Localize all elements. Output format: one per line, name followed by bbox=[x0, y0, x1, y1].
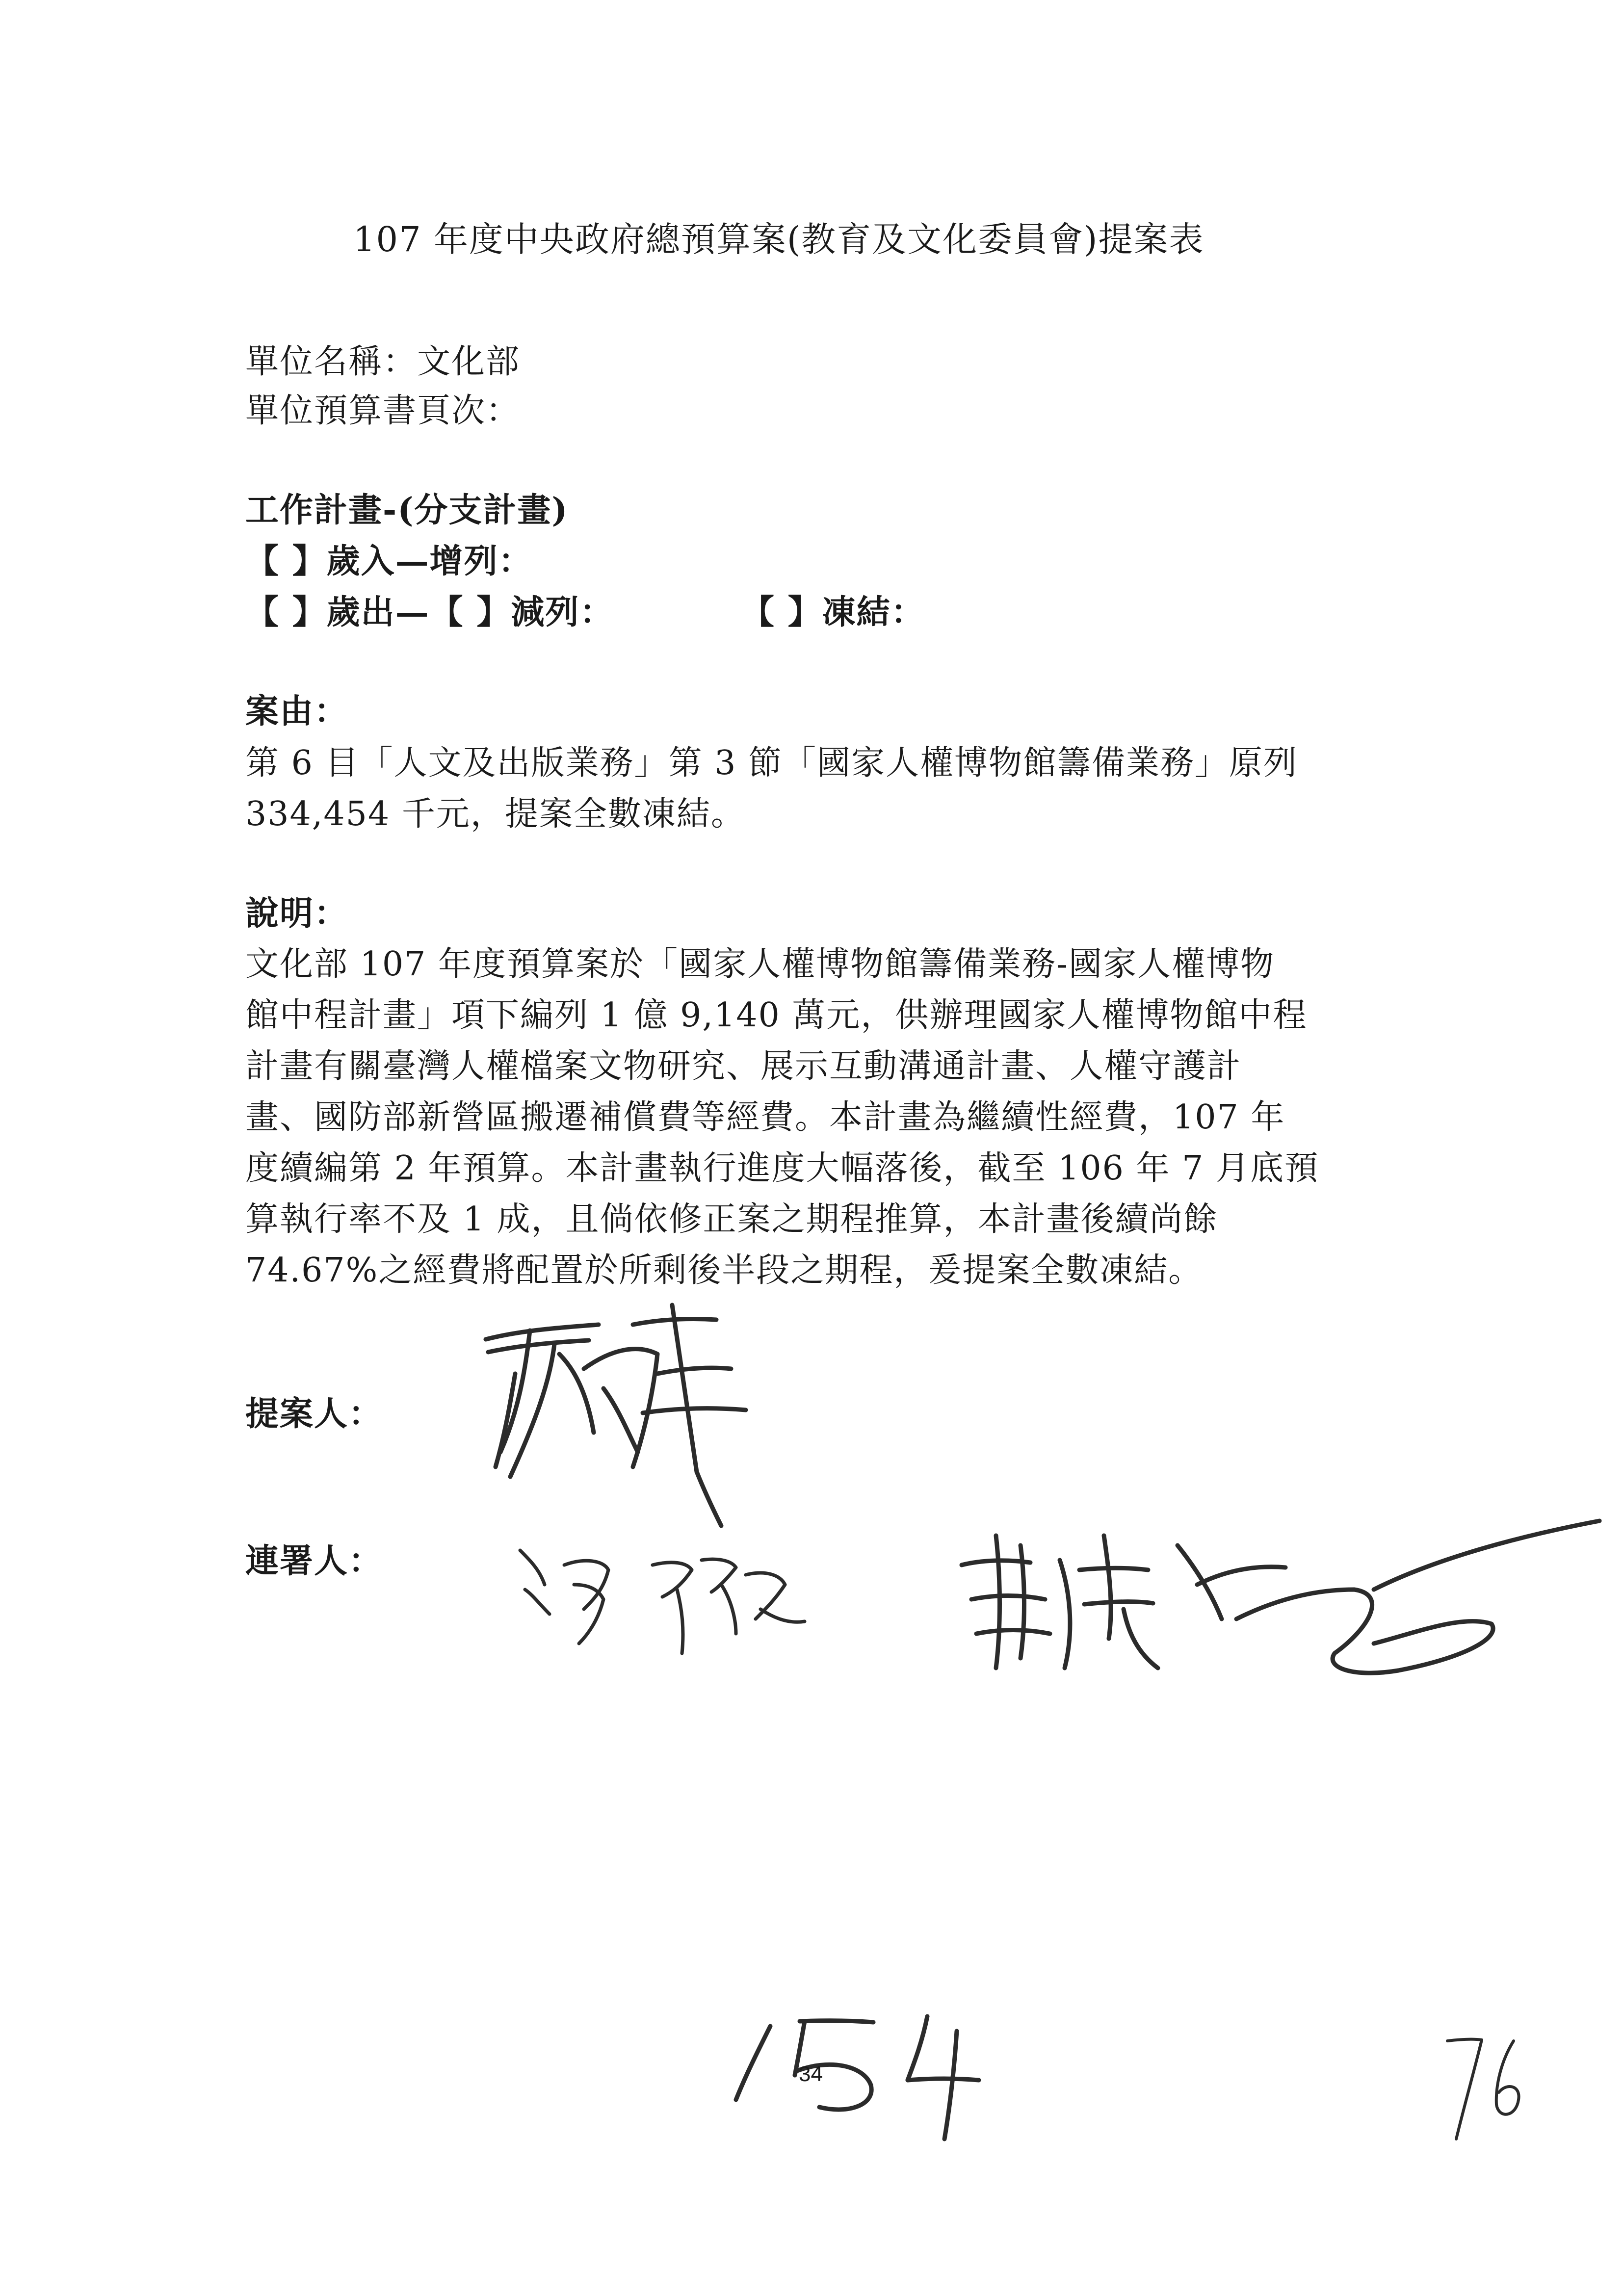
explanation-line: 度續編第 2 年預算。本計畫執行進度大幅落後，截至 106 年 7 月底預 bbox=[245, 1149, 1319, 1188]
work-plan-line: 工作計畫-(分支計畫) bbox=[245, 491, 569, 530]
explanation-line: 文化部 107 年度預算案於「國家人權博物館籌備業務-國家人權博物 bbox=[245, 945, 1275, 984]
handwritten-corner-number bbox=[1447, 2039, 1519, 2139]
explanation-line: 算執行率不及 1 成，且倘依修正案之期程推算，本計畫後續尚餘 bbox=[245, 1200, 1218, 1239]
explanation-line: 館中程計畫」項下編列 1 億 9,140 萬元，供辦理國家人權博物館中程 bbox=[245, 996, 1308, 1035]
reason-line: 第 6 目「人文及出版業務」第 3 節「國家人權博物館籌備業務」原列 bbox=[245, 744, 1298, 783]
explanation-line: 畫、國防部新營區搬遷補償費等經費。本計畫為繼續性經費，107 年 bbox=[245, 1098, 1285, 1137]
reason-heading: 案由： bbox=[245, 692, 349, 731]
cosigner-label: 連署人： bbox=[245, 1541, 383, 1581]
proposer-label: 提案人： bbox=[245, 1394, 383, 1434]
unit-budget-page-line: 單位預算書頁次： bbox=[245, 391, 521, 430]
handwritten-page-number bbox=[736, 2016, 979, 2139]
expenditure-decrease-line: 【 】歲出—【 】減列： bbox=[245, 593, 614, 632]
freeze-line: 【 】凍結： bbox=[741, 593, 925, 632]
document-title: 107 年度中央政府總預算案(教育及文化委員會)提案表 bbox=[353, 219, 1205, 260]
reason-line: 334,454 千元，提案全數凍結。 bbox=[245, 795, 745, 834]
cosigner-signature-2 bbox=[962, 1521, 1599, 1673]
unit-name-line: 單位名稱：文化部 bbox=[245, 342, 521, 381]
explanation-heading: 說明： bbox=[245, 894, 349, 933]
explanation-line: 計畫有關臺灣人權檔案文物研究、展示互動溝通計畫、人權守護計 bbox=[245, 1047, 1242, 1086]
explanation-line: 74.67%之經費將配置於所剩後半段之期程，爰提案全數凍結。 bbox=[245, 1251, 1203, 1290]
revenue-increase-line: 【 】歲入—增列： bbox=[245, 542, 533, 581]
printed-page-number: 34 bbox=[799, 2062, 823, 2086]
cosigner-signature-1 bbox=[520, 1550, 805, 1653]
proposer-signature bbox=[486, 1305, 746, 1526]
